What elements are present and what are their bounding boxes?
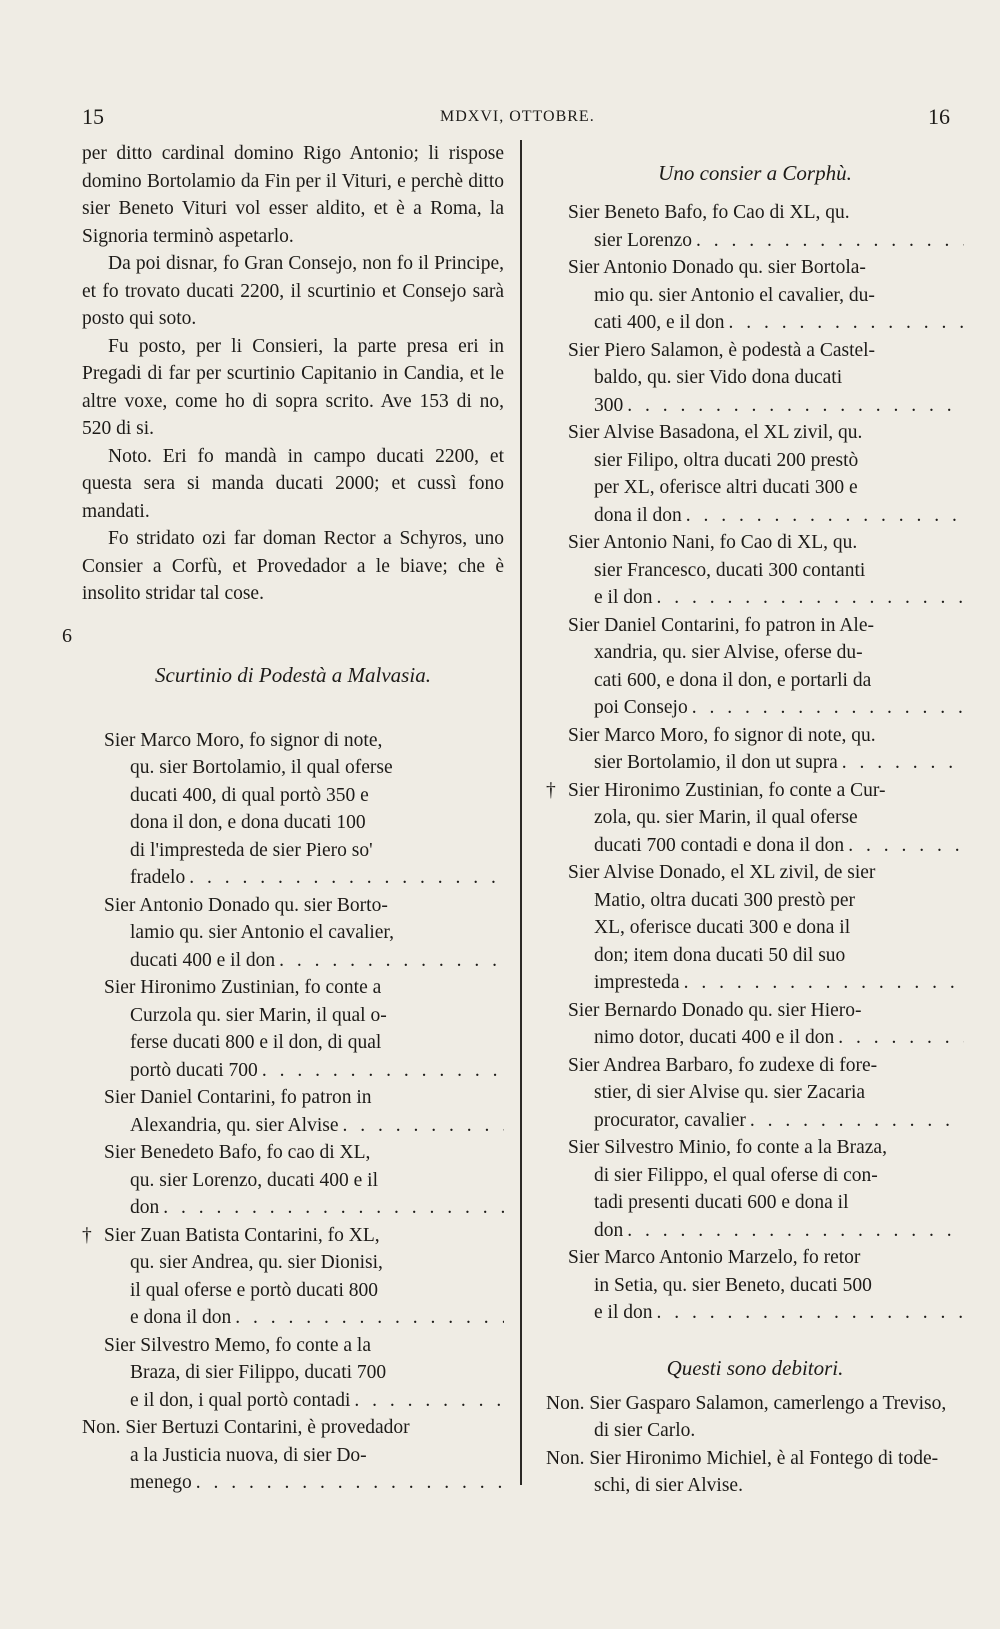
entry-line: qu. sier Andrea, qu. sier Dionisi,: [130, 1252, 383, 1273]
entry-text: e il don, i qual portò contadi: [130, 1389, 351, 1411]
entry-last-line: [546, 1299, 964, 1327]
ballot-entry: [546, 337, 964, 420]
entry-line: stier, di sier Alvise qu. sier Zacaria: [594, 1082, 866, 1103]
debtor-line: Non. Sier Gasparo Salamon, camerlengo a Treviso,: [546, 1392, 947, 1414]
ballot-entry: [82, 974, 504, 1084]
dot-leader: [623, 1220, 964, 1241]
entry-last-line: [546, 1107, 964, 1135]
entry-line: qu. sier Lorenzo, ducati 400 e il: [130, 1169, 379, 1191]
paragraph: Fo stridato ozi far doman Rector a Schyros, uno Consier a Corfù, et Provedador a le biave; che è insolito stridar tal cose.: [82, 528, 504, 604]
entry-line: mio qu. sier Antonio el cavalier, du-: [594, 284, 875, 306]
entry-text: fradelo: [130, 867, 186, 888]
ballot-entry: [546, 612, 964, 722]
debtor-line: di sier Carlo.: [594, 1420, 696, 1441]
elected-cross-mark: †: [546, 779, 556, 801]
entry-line: ducati 400, di qual portò 350 e: [130, 784, 369, 806]
entry-line: Matio, oltra ducati 300 prestò per: [594, 889, 856, 911]
page-number-right: 16: [928, 104, 950, 129]
ballot-entry: [546, 1052, 964, 1135]
entry-line: Sier Marco Antonio Marzelo, fo retor: [568, 1247, 861, 1268]
entry-text: sier Bortolamio, il don ut supra: [594, 752, 838, 773]
entry-last-line: [546, 584, 964, 612]
dot-leader: [844, 835, 964, 856]
dot-leader: [231, 1307, 504, 1328]
entry-last-line: [82, 1469, 504, 1497]
page-header: [0, 104, 1000, 134]
dot-leader: [688, 697, 964, 718]
ballot-entry: [82, 892, 504, 975]
entry-line: ferse ducati 800 e il don, di qual: [130, 1032, 382, 1053]
ballot-entry: [82, 1084, 504, 1139]
entry-line: Sier Alvise Basadona, el XL zivil, qu.: [568, 422, 863, 443]
entry-line: in Setia, qu. sier Beneto, ducati 500: [594, 1274, 872, 1296]
entry-text: ducati 400 e il don: [130, 949, 276, 971]
dot-leader: [339, 1115, 505, 1136]
dot-leader: [623, 395, 964, 416]
entry-text: cati 400, e il don: [594, 312, 725, 333]
ballot-entry: [82, 1414, 504, 1497]
entry-last-line: [546, 502, 964, 530]
entry-line: Sier Antonio Nani, fo Cao di XL, qu.: [568, 532, 858, 553]
entry-line: Sier Marco Moro, fo signor di note,: [104, 729, 383, 751]
page-number-left: 15: [82, 104, 104, 129]
ballot-entry: [546, 1134, 964, 1244]
dot-leader: [258, 1060, 504, 1081]
entry-line: Sier Hironimo Zustinian, fo conte a Cur-: [568, 779, 886, 801]
entry-line: xandria, qu. sier Alvise, oferse du-: [594, 642, 863, 663]
entry-text: impresteda: [594, 972, 680, 993]
entry-last-line: [546, 1217, 964, 1245]
entry-line: cati 600, e dona il don, e portarli da: [594, 669, 872, 691]
dot-leader: [838, 752, 964, 773]
ballot-entry: [546, 777, 964, 860]
entry-line: XL, oferisce ducati 300 e dona il: [594, 917, 851, 938]
entry-line: sier Francesco, ducati 300 contanti: [594, 559, 866, 581]
entry-line: Curzola qu. sier Marin, il qual o-: [130, 1004, 387, 1026]
entry-line: baldo, qu. sier Vido dona ducati: [594, 367, 843, 388]
entry-last-line: [82, 1304, 504, 1332]
entry-line: a la Justicia nuova, di sier Do-: [130, 1444, 367, 1466]
entry-last-line: [546, 694, 964, 722]
entry-text: portò ducati 700: [130, 1059, 258, 1081]
ballot-entry: [546, 722, 964, 777]
ballot-entry: [546, 859, 964, 997]
entry-line: tadi presenti ducati 600 e dona il: [594, 1192, 849, 1213]
paragraph: per ditto cardinal domino Rigo Antonio; li rispose domino Bortolamio da Fin per il Vituri, e perchè ditto sier Beneto Vituri vol esser aldito, et è a Roma, la Signoria terminò aspetarlo.: [82, 143, 504, 247]
entry-last-line: [546, 1024, 964, 1052]
debtor-list: [546, 1390, 964, 1500]
entry-text: nimo dotor, ducati 400 e il don: [594, 1027, 835, 1048]
entry-line: Sier Silvestro Memo, fo conte a la: [104, 1334, 371, 1356]
dot-leader: [653, 1302, 965, 1323]
entry-text: procurator, cavalier: [594, 1109, 746, 1131]
running-title: MDXVI, OTTOBRE.: [440, 108, 595, 125]
entry-text: menego: [130, 1472, 192, 1493]
entry-last-line: [546, 749, 964, 777]
dot-leader: [275, 950, 504, 971]
entry-line: Sier Beneto Bafo, fo Cao di XL, qu.: [568, 202, 850, 223]
entry-text: 300: [594, 394, 624, 416]
entry-line: Sier Antonio Donado qu. sier Borto-: [104, 894, 388, 916]
dot-leader: [185, 867, 504, 888]
paragraph: Noto. Eri fo mandà in campo ducati 2200, et questa sera si manda ducati 2000; et cussì fono mandati.: [82, 445, 504, 522]
entry-line: Sier Marco Moro, fo signor di note, qu.: [568, 724, 876, 746]
dot-leader: [350, 1390, 504, 1411]
entry-line: Sier Bernardo Donado qu. sier Hiero-: [568, 999, 862, 1021]
entry-line: Sier Hironimo Zustinian, fo conte a: [104, 977, 382, 998]
paragraph: Da poi disnar, fo Gran Consejo, non fo il Principe, et fo trovato ducati 2200, il scurtinio et Consejo sarà posto qui soto.: [82, 253, 504, 329]
ballot-entry: [546, 199, 964, 254]
entry-line: Sier Andrea Barbaro, fo zudexe di fore-: [568, 1054, 878, 1076]
dot-leader: [692, 230, 964, 251]
right-column: [546, 140, 964, 1500]
dot-leader: [159, 1197, 504, 1218]
section-title-corphu: Uno consier a Corphù.: [658, 161, 852, 185]
left-column: [82, 140, 504, 1497]
paragraph: Fu posto, per li Consieri, la parte presa eri in Pregadi di far per scurtinio Capitanio in Candia, et le altre voxe, come ho di sopra scrito. Ave 153 di no, 520 di si.: [82, 335, 504, 439]
ballot-entry: [82, 1332, 504, 1415]
entry-line: lamio qu. sier Antonio el cavalier,: [130, 922, 395, 943]
ballot-entry: [546, 529, 964, 612]
dot-leader: [680, 972, 964, 993]
entry-line: don; item dona ducati 50 dil suo: [594, 944, 846, 966]
ballot-list-left: [82, 727, 504, 1497]
entry-line: Sier Daniel Contarini, fo patron in Ale-: [568, 614, 874, 636]
entry-text: e il don: [594, 1302, 653, 1323]
ballot-entry: [82, 727, 504, 892]
entry-line: dona il don, e dona ducati 100: [130, 812, 366, 833]
entry-line: il qual oferse e portò ducati 800: [130, 1279, 379, 1301]
entry-line: zola, qu. sier Marin, il qual oferse: [594, 807, 858, 828]
dot-leader: [746, 1110, 964, 1131]
entry-last-line: [546, 227, 964, 255]
entry-line: Sier Silvestro Minio, fo conte a la Braza,: [568, 1137, 887, 1158]
entry-line: Sier Zuan Batista Contarini, fo XL,: [104, 1224, 380, 1246]
debtor-entry: [546, 1390, 964, 1445]
column-divider: [520, 140, 522, 1485]
ballot-list-right: [546, 199, 964, 1327]
dot-leader: [192, 1472, 504, 1493]
ballot-entry: [546, 997, 964, 1052]
entry-line: Sier Piero Salamon, è podestà a Castel-: [568, 339, 876, 361]
entry-last-line: [82, 1112, 504, 1140]
entry-text: Alexandria, qu. sier Alvise: [130, 1114, 339, 1136]
entry-line: per XL, oferisce altri ducati 300 e: [594, 477, 858, 498]
entry-line: Non. Sier Bertuzi Contarini, è provedador: [82, 1417, 410, 1438]
entry-last-line: [82, 864, 504, 892]
entry-line: Braza, di sier Filippo, ducati 700: [130, 1362, 387, 1383]
entry-last-line: [546, 309, 964, 337]
margin-number: 6: [62, 625, 72, 647]
entry-line: di sier Filippo, el qual oferse di con-: [594, 1164, 878, 1186]
entry-line: sier Filipo, oltra ducati 200 prestò: [594, 449, 859, 471]
entry-last-line: [546, 832, 964, 860]
section-title-debitori: Questi sono debitori.: [666, 1355, 844, 1380]
dot-leader: [682, 505, 964, 526]
elected-cross-mark: †: [82, 1224, 92, 1246]
entry-line: Sier Daniel Contarini, fo patron in: [104, 1087, 372, 1108]
entry-text: sier Lorenzo: [594, 229, 692, 251]
entry-last-line: [82, 1057, 504, 1085]
entry-line: Sier Benedeto Bafo, fo cao di XL,: [104, 1142, 371, 1163]
entry-text: poi Consejo: [594, 697, 688, 718]
ballot-entry: [82, 1139, 504, 1222]
debtor-line: Non. Sier Hironimo Michiel, è al Fontego di tode-: [546, 1447, 939, 1469]
ballot-entry: [82, 1222, 504, 1332]
entry-last-line: [82, 1387, 504, 1415]
entry-last-line: [82, 947, 504, 975]
entry-text: dona il don: [594, 504, 682, 526]
dot-leader: [653, 587, 965, 608]
entry-line: di l'impresteda de sier Piero so': [130, 839, 373, 861]
section-title-malvasia: Scurtinio di Podestà a Malvasia.: [155, 662, 431, 687]
entry-text: don: [594, 1219, 624, 1241]
entry-text: don: [130, 1197, 160, 1218]
ballot-entry: [546, 419, 964, 529]
dot-leader: [834, 1027, 964, 1048]
dot-leader: [725, 312, 964, 333]
entry-last-line: [82, 1194, 504, 1222]
entry-last-line: [546, 969, 964, 997]
entry-text: e il don: [594, 587, 653, 608]
debtor-line: schi, di sier Alvise.: [594, 1475, 743, 1496]
entry-last-line: [546, 392, 964, 420]
ballot-entry: [546, 254, 964, 337]
entry-text: e dona il don: [130, 1307, 232, 1328]
entry-line: qu. sier Bortolamio, il qual oferse: [130, 757, 393, 778]
entry-line: Sier Alvise Donado, el XL zivil, de sier: [568, 862, 876, 883]
ballot-entry: [546, 1244, 964, 1327]
entry-text: ducati 700 contadi e dona il don: [594, 834, 845, 856]
debtor-entry: [546, 1445, 964, 1500]
entry-line: Sier Antonio Donado qu. sier Bortola-: [568, 257, 866, 278]
